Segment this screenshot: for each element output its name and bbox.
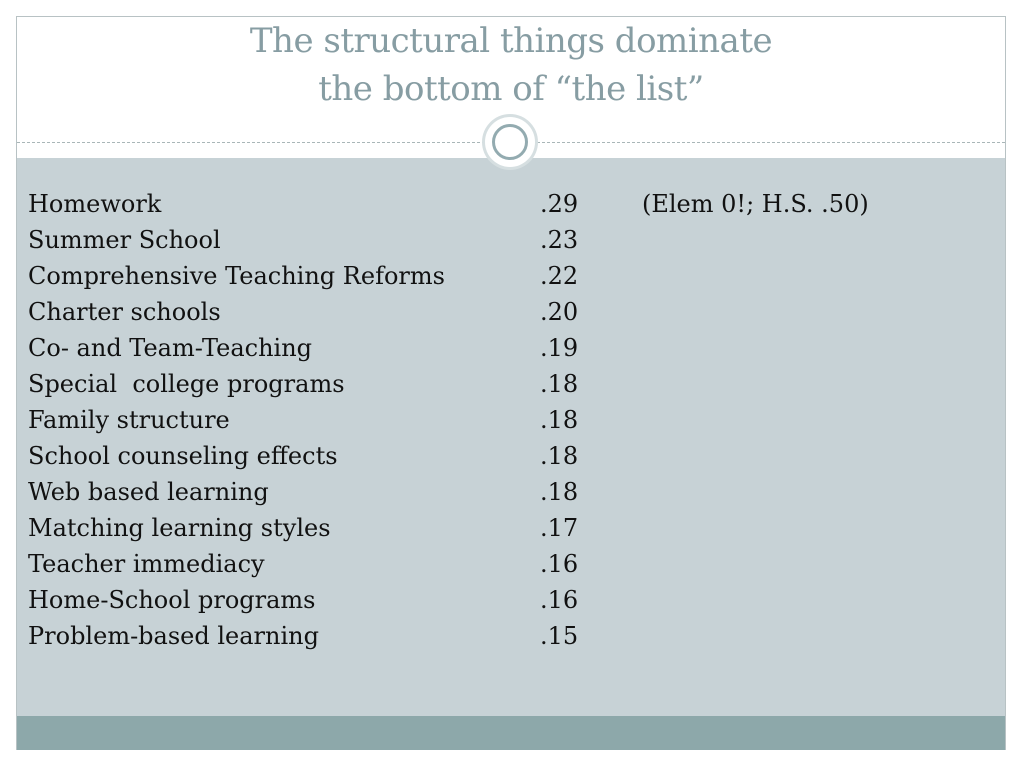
list-item: [28, 510, 968, 546]
circle-ornament-icon: [485, 117, 535, 167]
list-item: [28, 294, 968, 330]
item-value: .16: [540, 586, 579, 614]
title-line-2: the bottom of “the list”: [318, 69, 704, 109]
item-label: Web based learning: [28, 478, 269, 506]
list-item: [28, 438, 968, 474]
item-label: Home-School programs: [28, 586, 316, 614]
item-value: .19: [540, 334, 579, 362]
list-item: [28, 402, 968, 438]
item-value: .29: [540, 190, 579, 218]
list-item: [28, 222, 968, 258]
item-value: .20: [540, 298, 579, 326]
effect-size-list: [28, 186, 968, 654]
list-item: [28, 546, 968, 582]
item-note: (Elem 0!; H.S. .50): [642, 190, 869, 218]
item-label: Matching learning styles: [28, 514, 331, 542]
item-label: Charter schools: [28, 298, 221, 326]
item-value: .17: [540, 514, 579, 542]
item-label: Problem-based learning: [28, 622, 319, 650]
item-value: .16: [540, 550, 579, 578]
item-label: Summer School: [28, 226, 221, 254]
item-value: .22: [540, 262, 579, 290]
item-label: Teacher immediacy: [28, 550, 265, 578]
item-value: .18: [540, 442, 579, 470]
item-value: .18: [540, 370, 579, 398]
list-item: [28, 366, 968, 402]
list-item: [28, 258, 968, 294]
item-value: .18: [540, 478, 579, 506]
circle-ornament-inner: [492, 124, 528, 160]
footer-bar: [17, 716, 1005, 750]
list-item: [28, 582, 968, 618]
item-value: .15: [540, 622, 579, 650]
item-label: School counseling effects: [28, 442, 338, 470]
item-label: Homework: [28, 190, 162, 218]
list-item: [28, 474, 968, 510]
list-item: [28, 186, 968, 222]
item-label: Special college programs: [28, 370, 345, 398]
item-label: Comprehensive Teaching Reforms: [28, 262, 445, 290]
item-value: .23: [540, 226, 579, 254]
item-label: Family structure: [28, 406, 230, 434]
item-value: .18: [540, 406, 579, 434]
title-line-1: The structural things dominate: [249, 21, 773, 61]
list-item: [28, 330, 968, 366]
list-item: [28, 618, 968, 654]
item-label: Co- and Team-Teaching: [28, 334, 313, 362]
